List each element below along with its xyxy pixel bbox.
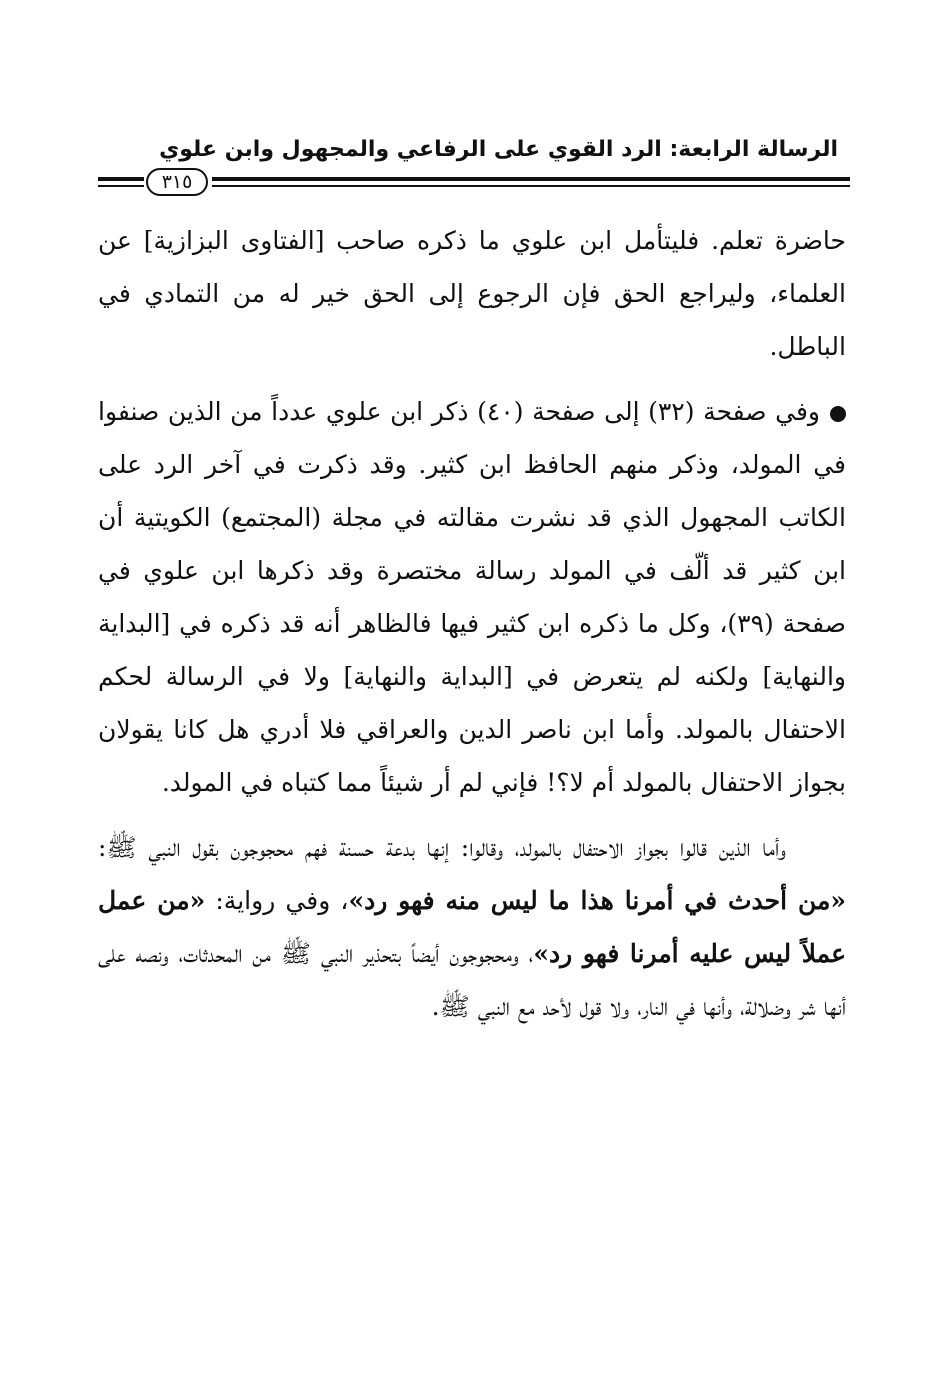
running-header: الرسالة الرابعة: الرد القوي على الرفاعي والمجهول وابن علوي — [159, 137, 838, 162]
rule-line — [98, 177, 144, 181]
paragraph-1: حاضرة تعلم. فليتأمل ابن علوي ما ذكره صاحب [الفتاوى البزازية] عن العلماء، وليراجع الحق فإن الرجوع إلى الحق خير له من التمادي في الباطل. — [98, 226, 846, 361]
paragraph-2-text: وفي صفحة (٣٢) إلى صفحة (٤٠) ذكر ابن علوي عدداً من الذين صنفوا في المولد، وذكر منهم الحافظ ابن كثير. وقد ذكرت في آخر الرد على الكاتب المجهول الذي قد نشرت مقالته في مجلة (المجتمع) الكويتية أن ابن كثير قد ألّف في المولد رسالة مختصرة وقد ذكرها ابن علوي في صفحة (٣٩)، وكل ما ذكره ابن كثير فيها فالظاهر أنه قد ذكره في [البداية والنهاية] ولكنه لم يتعرض في [البداية والنهاية] ولا في الرسالة لحكم الاحتفال بالمولد. وأما ابن ناصر الدين والعراقي فلا أدري هل كانا يقولان بجواز الاحتفال بالمولد أم لا؟! فإني لم أر شيئاً مما كتباه في المولد. — [98, 397, 846, 797]
page-number: ٣١٥ — [146, 168, 208, 196]
paragraph-3-part3: ، ومحجوجون أيضاً بتحذير النبي ﷺ من المحدثات، ونصه على أنها شر وضلالة، وأنها في النار، ولا قول لأحد مع النبي ﷺ. — [98, 939, 846, 1021]
bullet-icon — [830, 406, 846, 422]
paragraph-2 — [98, 385, 846, 809]
hadith-quote-2: «من عمل عملاً ليس عليه أمرنا فهو رد» — [98, 886, 847, 968]
rule-line — [98, 185, 144, 187]
rule-line — [212, 185, 850, 187]
header-rule — [98, 168, 850, 202]
hadith-quote-1: «من أحدث في أمرنا هذا ما ليس منه فهو رد» — [348, 886, 846, 915]
paragraph-3 — [98, 821, 846, 1033]
body-text — [98, 214, 846, 1045]
rule-line — [212, 177, 850, 181]
paragraph-3-part2: ، وفي رواية: — [205, 886, 349, 915]
paragraph-3-part1: وأما الذين قالوا بجواز الاحتفال بالمولد، وقالوا: إنها بدعة حسنة فهم محجوجون بقول النبي ﷺ: — [98, 833, 786, 862]
